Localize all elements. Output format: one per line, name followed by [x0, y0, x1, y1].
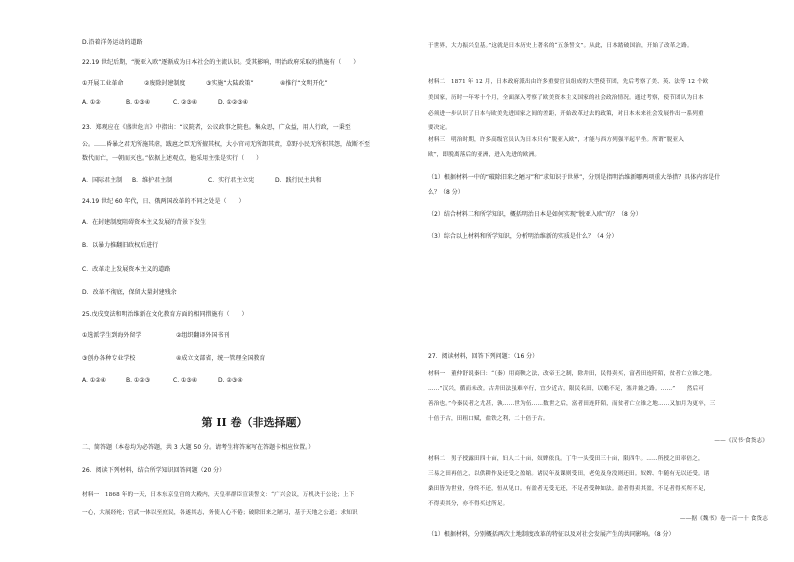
q22-option-b: B. ①③④ [126, 99, 151, 106]
q24-stem: 24.19 世纪 60 年代，日、俄两国改革的不同之处是（ ） [82, 198, 245, 205]
q27-material-2-line-1: 材料二 男子授露田四十亩，妇人二十亩，奴婢依良。丁牛一头受田三十亩，限四牛。……所授之田率倍之， [428, 456, 704, 462]
q25-option-a: A. ①②④ [82, 377, 106, 384]
section-title: 第 II 卷（非选择题） [201, 416, 308, 429]
q26-sub-1-line-1: （1）根据材料一中的“破除旧来之陋习”和“求知识于世界”，分别是指明治维新哪两项重大举措？具体内容是什 [428, 174, 721, 181]
q25-item-3: ③创办各种专业学校 [82, 355, 136, 362]
q26-material-2-line-3: 必须进一步认识了日本与欧美先进国家之间的差距，开始改革过去的政策，对日本未来社会发展作出一系列重 [428, 111, 704, 117]
q25-option-c: C. ①③④ [173, 377, 198, 384]
q24-option-a: A．在封建制度阻碍资本主义发展的背景下发生 [82, 219, 207, 226]
q25-option-b: B. ①②③ [126, 377, 151, 384]
q22-item-2: ②废除封建制度 [144, 80, 186, 87]
q24-option-c: C．改革走上发展资本主义的道路 [82, 266, 171, 273]
q26-material-1-continued: 于世界，大力振兴皇基。”这就是日本历史上著名的“五条誓文”。从此，日本踏破国治，开始了改革之路。 [428, 43, 693, 49]
q22-option-a: A. ①② [82, 99, 101, 106]
q26-sub-1-line-2: 么？（8 分） [428, 189, 464, 196]
q22-item-1: ①开展工业革命 [82, 80, 124, 87]
q26-material-1-line-1: 材料一 1868 年的一天，日本东京皇宫的大殿内，天皇率群臣宣读誓文：“广兴会议，万机决于公论；上下 [82, 492, 355, 498]
q26-material-1-line-2: 一心，大展经纶；官武一体以至庶民，各遂其志，务使人心不倦；破除旧来之陋习，基于天地之公道；求知识 [82, 510, 358, 516]
q26-sub-3: （3）综合以上材料和所学知识，分析明治维新的实质是什么？（4 分） [428, 233, 618, 240]
q27-material-2-line-3: 桑田皆为世业，身终不还，恒从见口。有盈者无受无还，不足者受种如法。盈者得卖其盈，不足者得买所不足， [428, 486, 710, 492]
q27-stem: 27．阅读材料，回答下列问题：（16 分） [428, 353, 539, 360]
q25-stem: 25.戊戌变法和明治维新在文化教育方面的相同措施有（ ） [82, 311, 248, 318]
q23-option-b: B．维护君主制 [132, 177, 173, 184]
q25-item-4: ④成立文部省，统一管理全国教育 [176, 355, 266, 362]
q23-line-3: 数代而亡，一朝而灭也。”依据上述观点，他采用主张是实行（ ） [82, 155, 263, 162]
q23-option-d: D．践行民主共和 [275, 177, 322, 184]
q27-material-1-line-2: ……”汉兴，循而未改。古井田法虽难卒行，宜少近古，限民名田，以赡不足，塞并兼之路。……” 然后可 [428, 386, 704, 392]
q26-material-3-line-1: 材料三 明治时期，许多高级官员认为日本只有“脱亚入欧”，才能与西方列强平起平坐。所谓“脱亚入 [428, 137, 685, 143]
q27-material-1-line-1: 材料一 董仲舒说秦曰：“（秦）用商鞅之法，改帝王之制，除井田，民得卖买，富者田连阡陌，贫者亡立锥之地。 [428, 371, 716, 377]
q26-material-2-line-4: 要决定。 [428, 125, 451, 131]
q23-line-2: 公。……昏暴之君无所施其虐，跋扈之臣无所擅其权，大小官司无所卸其责，草野小民无所积其怨，故断不至 [82, 141, 371, 148]
q27-material-2-line-4: 不得卖其分，亦不得买过所足。 [428, 501, 509, 507]
q27-material-2-line-2: 三易之田再倍之，以供耕作及还受之盈缩。诸民年及课则受田，老免及身没则还田。奴婢、牛随有无以还受。诸 [428, 471, 710, 477]
q25-item-1: ①选派学生到海外留学 [82, 332, 142, 339]
q24-option-b: B．以暴力推翻旧政权后进行 [82, 242, 159, 249]
q26-material-2-line-2: 美国家，历时一年零十个月，全面深入考察了欧美资本主义国家的社会政治情况。通过考察，使节团认为日本 [428, 95, 704, 101]
q23-option-c: C．实行君主立宪 [208, 177, 255, 184]
q22-item-3: ③实施“大陆政策” [206, 80, 254, 87]
q23-line-1: 23．郑观应在《盛世危言》中指出：“议院者，公议政事之院也。集众思，广众益，用人行政，一秉至 [82, 124, 351, 131]
q22-option-c: C. ②③④ [173, 99, 198, 106]
q25-option-d: D. ②③④ [218, 377, 243, 384]
q26-material-3-line-2: 欧”，即脱离落后的亚洲，进入先进的欧洲。 [428, 152, 541, 158]
q27-material-1-source: ——《汉书·食货志》 [714, 438, 768, 444]
q22-stem: 22.19 世纪后期，“脱亚入欧”逐渐成为日本社会的主流认识。受其影响，明治政府采取的措施有（ ） [82, 59, 360, 66]
q24-option-d: D．改革不彻底，保留大量封建残余 [82, 289, 177, 296]
section-note: 二、简答题（本卷均为必答题，共 3 大题 50 分。请考生将答案写在答题卡相应位置。） [82, 444, 315, 451]
q26-sub-2: （2）结合材料二和所学知识，概括明治日本是如何实现“脱亚入欧”的？（8 分） [428, 211, 642, 218]
q26-material-2-line-1: 材料二 1871 年 12 月，日本政府派出由许多重要官员组成的大型使节团，先后考察了美、英、法等 12 个欧 [428, 79, 709, 85]
right-column [428, 0, 773, 562]
q21-option-d: D.沿着洋务运动的道路 [82, 39, 143, 46]
q25-item-2: ②组织翻译外国书刊 [176, 332, 230, 339]
q26-stem: 26．阅读下列材料，结合所学知识回答问题（20 分） [82, 467, 226, 474]
q27-sub-1: （1）根据材料，分别概括两次土地制度改革的特征以及对社会发展产生的共同影响。（8 分） [428, 531, 675, 538]
left-column [82, 0, 427, 562]
q27-material-1-line-4: 十倍于古，田租口赋，盐铁之利，二十倍于古。 [428, 416, 549, 422]
q22-item-4: ④推行“文明开化” [280, 80, 328, 87]
q22-option-d: D. ①②③④ [218, 99, 248, 106]
q27-material-2-source: ——据《魏书》卷一百一十 食货志 [679, 516, 768, 522]
q27-material-1-line-3: 善治也。”今秦民者之尤甚，孰……世为伍……数世之后，富者田连阡陌，而贫者亡立锥之地……又加月为更卒，三 [428, 401, 716, 407]
q23-option-a: A．国际君主制 [82, 177, 123, 184]
